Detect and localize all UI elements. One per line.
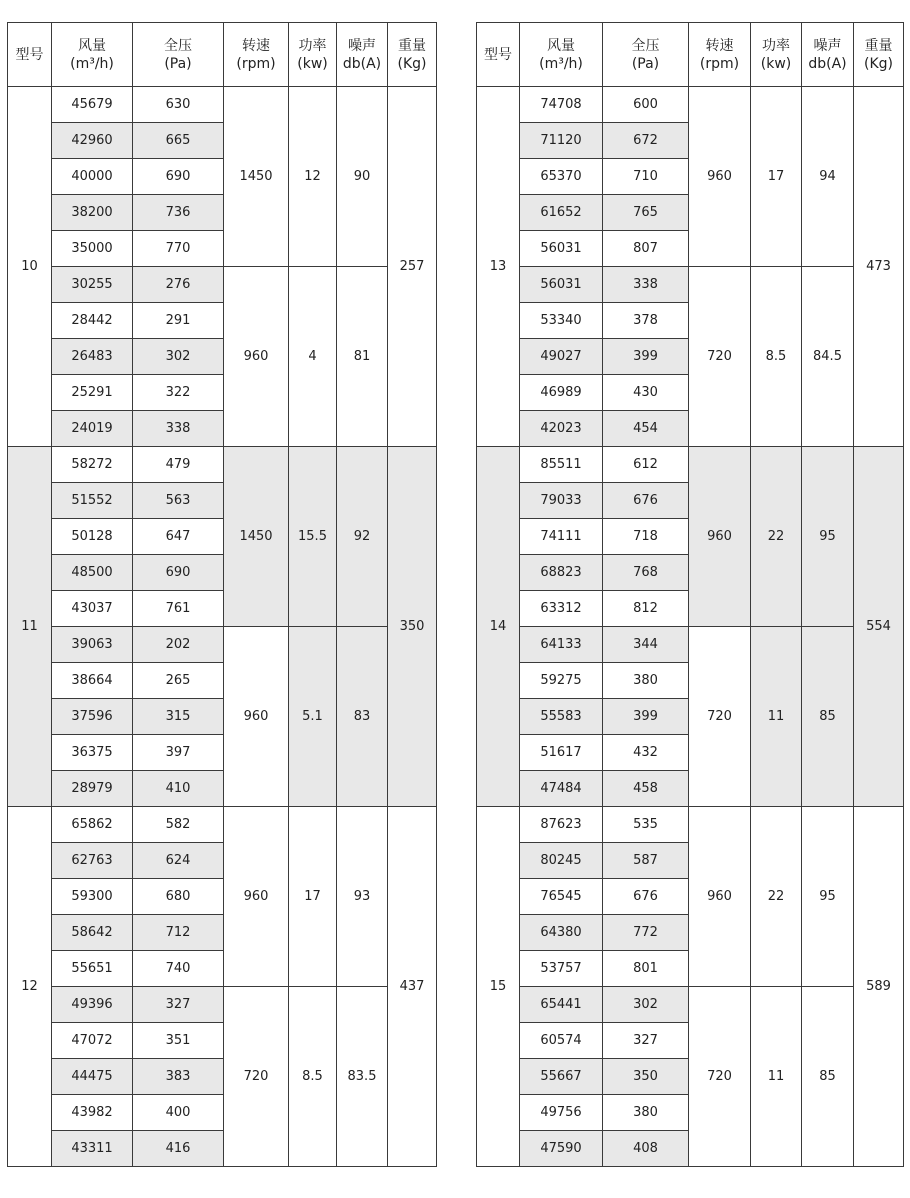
speed-cell: 720 [689,267,751,447]
pressure-cell: 408 [603,1131,689,1167]
airflow-cell: 53340 [520,303,603,339]
header-airflow: 风量 (m³/h) [520,23,603,87]
speed-cell: 960 [689,807,751,987]
power-cell: 17 [751,87,802,267]
airflow-cell: 58642 [52,915,133,951]
pressure-cell: 302 [603,987,689,1023]
pressure-cell: 338 [603,267,689,303]
model-cell: 10 [8,87,52,447]
airflow-cell: 55651 [52,951,133,987]
airflow-cell: 56031 [520,231,603,267]
noise-cell: 95 [802,447,854,627]
airflow-cell: 61652 [520,195,603,231]
airflow-cell: 65862 [52,807,133,843]
airflow-cell: 48500 [52,555,133,591]
pressure-cell: 718 [603,519,689,555]
power-cell: 5.1 [289,627,337,807]
noise-cell: 94 [802,87,854,267]
airflow-cell: 43311 [52,1131,133,1167]
pressure-cell: 624 [133,843,224,879]
airflow-cell: 47590 [520,1131,603,1167]
pressure-cell: 399 [603,339,689,375]
pressure-cell: 378 [603,303,689,339]
airflow-cell: 65370 [520,159,603,195]
airflow-cell: 50128 [52,519,133,555]
airflow-cell: 28979 [52,771,133,807]
header-row [8,23,437,87]
header-power: 功率 (kw) [289,23,337,87]
pressure-cell: 380 [603,1095,689,1131]
pressure-cell: 454 [603,411,689,447]
pressure-cell: 344 [603,627,689,663]
noise-cell: 84.5 [802,267,854,447]
pressure-cell: 672 [603,123,689,159]
airflow-cell: 71120 [520,123,603,159]
pressure-cell: 400 [133,1095,224,1131]
airflow-cell: 49027 [520,339,603,375]
pressure-cell: 740 [133,951,224,987]
model-cell: 13 [477,87,520,447]
airflow-cell: 68823 [520,555,603,591]
pressure-cell: 768 [603,555,689,591]
airflow-cell: 85511 [520,447,603,483]
airflow-cell: 42960 [52,123,133,159]
pressure-cell: 430 [603,375,689,411]
pressure-cell: 265 [133,663,224,699]
noise-cell: 95 [802,807,854,987]
model-cell: 15 [477,807,520,1167]
noise-cell: 83.5 [337,987,388,1167]
pressure-cell: 772 [603,915,689,951]
table-row [8,447,437,483]
speed-cell: 960 [224,807,289,987]
power-cell: 22 [751,447,802,627]
table-row [477,447,904,483]
power-cell: 15.5 [289,447,337,627]
airflow-cell: 59300 [52,879,133,915]
pressure-cell: 563 [133,483,224,519]
fan-spec-table-right [476,22,904,1167]
table-row [8,807,437,843]
noise-cell: 90 [337,87,388,267]
speed-cell: 1450 [224,87,289,267]
noise-cell: 93 [337,807,388,987]
weight-cell: 589 [854,807,904,1167]
pressure-cell: 322 [133,375,224,411]
pressure-cell: 612 [603,447,689,483]
pressure-cell: 315 [133,699,224,735]
header-pressure: 全压 (Pa) [603,23,689,87]
noise-cell: 83 [337,627,388,807]
airflow-cell: 60574 [520,1023,603,1059]
airflow-cell: 46989 [520,375,603,411]
noise-cell: 85 [802,627,854,807]
power-cell: 8.5 [751,267,802,447]
airflow-cell: 79033 [520,483,603,519]
airflow-cell: 87623 [520,807,603,843]
weight-cell: 437 [388,807,437,1167]
noise-cell: 85 [802,987,854,1167]
pressure-cell: 276 [133,267,224,303]
airflow-cell: 26483 [52,339,133,375]
pressure-cell: 665 [133,123,224,159]
airflow-cell: 44475 [52,1059,133,1095]
airflow-cell: 24019 [52,411,133,447]
pressure-cell: 535 [603,807,689,843]
speed-cell: 720 [689,987,751,1167]
airflow-cell: 40000 [52,159,133,195]
pressure-cell: 765 [603,195,689,231]
table-row [477,627,904,663]
pressure-cell: 397 [133,735,224,771]
pressure-cell: 458 [603,771,689,807]
airflow-cell: 30255 [52,267,133,303]
table-row [8,987,437,1023]
pressure-cell: 676 [603,879,689,915]
pressure-cell: 676 [603,483,689,519]
pressure-cell: 712 [133,915,224,951]
airflow-cell: 36375 [52,735,133,771]
airflow-cell: 35000 [52,231,133,267]
pressure-cell: 812 [603,591,689,627]
pressure-cell: 383 [133,1059,224,1095]
header-airflow: 风量 (m³/h) [52,23,133,87]
table-row [8,267,437,303]
pressure-cell: 600 [603,87,689,123]
airflow-cell: 49756 [520,1095,603,1131]
header-model: 型号 [8,23,52,87]
pressure-cell: 587 [603,843,689,879]
pressure-cell: 416 [133,1131,224,1167]
header-pressure: 全压 (Pa) [133,23,224,87]
pressure-cell: 582 [133,807,224,843]
noise-cell: 92 [337,447,388,627]
speed-cell: 720 [224,987,289,1167]
airflow-cell: 49396 [52,987,133,1023]
header-noise: 噪声 db(A) [802,23,854,87]
pressure-cell: 327 [133,987,224,1023]
header-row [477,23,904,87]
pressure-cell: 302 [133,339,224,375]
pressure-cell: 770 [133,231,224,267]
pressure-cell: 338 [133,411,224,447]
pressure-cell: 291 [133,303,224,339]
airflow-cell: 25291 [52,375,133,411]
airflow-cell: 80245 [520,843,603,879]
fan-spec-table-left [7,22,437,1167]
airflow-cell: 62763 [52,843,133,879]
header-power: 功率 (kw) [751,23,802,87]
pressure-cell: 801 [603,951,689,987]
airflow-cell: 47484 [520,771,603,807]
table-row [477,87,904,123]
table-row [8,627,437,663]
pressure-cell: 399 [603,699,689,735]
pressure-cell: 380 [603,663,689,699]
power-cell: 4 [289,267,337,447]
pressure-cell: 630 [133,87,224,123]
weight-cell: 473 [854,87,904,447]
airflow-cell: 53757 [520,951,603,987]
airflow-cell: 37596 [52,699,133,735]
power-cell: 22 [751,807,802,987]
pressure-cell: 761 [133,591,224,627]
header-model: 型号 [477,23,520,87]
airflow-cell: 47072 [52,1023,133,1059]
pressure-cell: 410 [133,771,224,807]
airflow-cell: 63312 [520,591,603,627]
pressure-cell: 432 [603,735,689,771]
weight-cell: 350 [388,447,437,807]
pressure-cell: 680 [133,879,224,915]
table-row [8,87,437,123]
pressure-cell: 350 [603,1059,689,1095]
airflow-cell: 43982 [52,1095,133,1131]
model-cell: 11 [8,447,52,807]
table-row [477,987,904,1023]
weight-cell: 554 [854,447,904,807]
airflow-cell: 43037 [52,591,133,627]
airflow-cell: 39063 [52,627,133,663]
header-noise: 噪声 db(A) [337,23,388,87]
noise-cell: 81 [337,267,388,447]
model-cell: 14 [477,447,520,807]
power-cell: 11 [751,987,802,1167]
airflow-cell: 65441 [520,987,603,1023]
airflow-cell: 45679 [52,87,133,123]
airflow-cell: 64380 [520,915,603,951]
airflow-cell: 55583 [520,699,603,735]
pressure-cell: 807 [603,231,689,267]
pressure-cell: 327 [603,1023,689,1059]
speed-cell: 720 [689,627,751,807]
power-cell: 11 [751,627,802,807]
speed-cell: 1450 [224,447,289,627]
airflow-cell: 58272 [52,447,133,483]
header-speed: 转速 (rpm) [224,23,289,87]
airflow-cell: 56031 [520,267,603,303]
speed-cell: 960 [224,267,289,447]
airflow-cell: 74111 [520,519,603,555]
pressure-cell: 202 [133,627,224,663]
airflow-cell: 76545 [520,879,603,915]
pressure-cell: 710 [603,159,689,195]
airflow-cell: 42023 [520,411,603,447]
header-weight: 重量 (Kg) [854,23,904,87]
airflow-cell: 51552 [52,483,133,519]
airflow-cell: 55667 [520,1059,603,1095]
speed-cell: 960 [689,447,751,627]
table-row [477,807,904,843]
airflow-cell: 64133 [520,627,603,663]
power-cell: 12 [289,87,337,267]
pressure-cell: 351 [133,1023,224,1059]
power-cell: 8.5 [289,987,337,1167]
power-cell: 17 [289,807,337,987]
pressure-cell: 690 [133,159,224,195]
airflow-cell: 38664 [52,663,133,699]
header-speed: 转速 (rpm) [689,23,751,87]
airflow-cell: 59275 [520,663,603,699]
speed-cell: 960 [689,87,751,267]
speed-cell: 960 [224,627,289,807]
pressure-cell: 479 [133,447,224,483]
pressure-cell: 690 [133,555,224,591]
pressure-cell: 736 [133,195,224,231]
header-weight: 重量 (Kg) [388,23,437,87]
pressure-cell: 647 [133,519,224,555]
table-row [477,267,904,303]
airflow-cell: 28442 [52,303,133,339]
airflow-cell: 74708 [520,87,603,123]
airflow-cell: 38200 [52,195,133,231]
airflow-cell: 51617 [520,735,603,771]
weight-cell: 257 [388,87,437,447]
model-cell: 12 [8,807,52,1167]
